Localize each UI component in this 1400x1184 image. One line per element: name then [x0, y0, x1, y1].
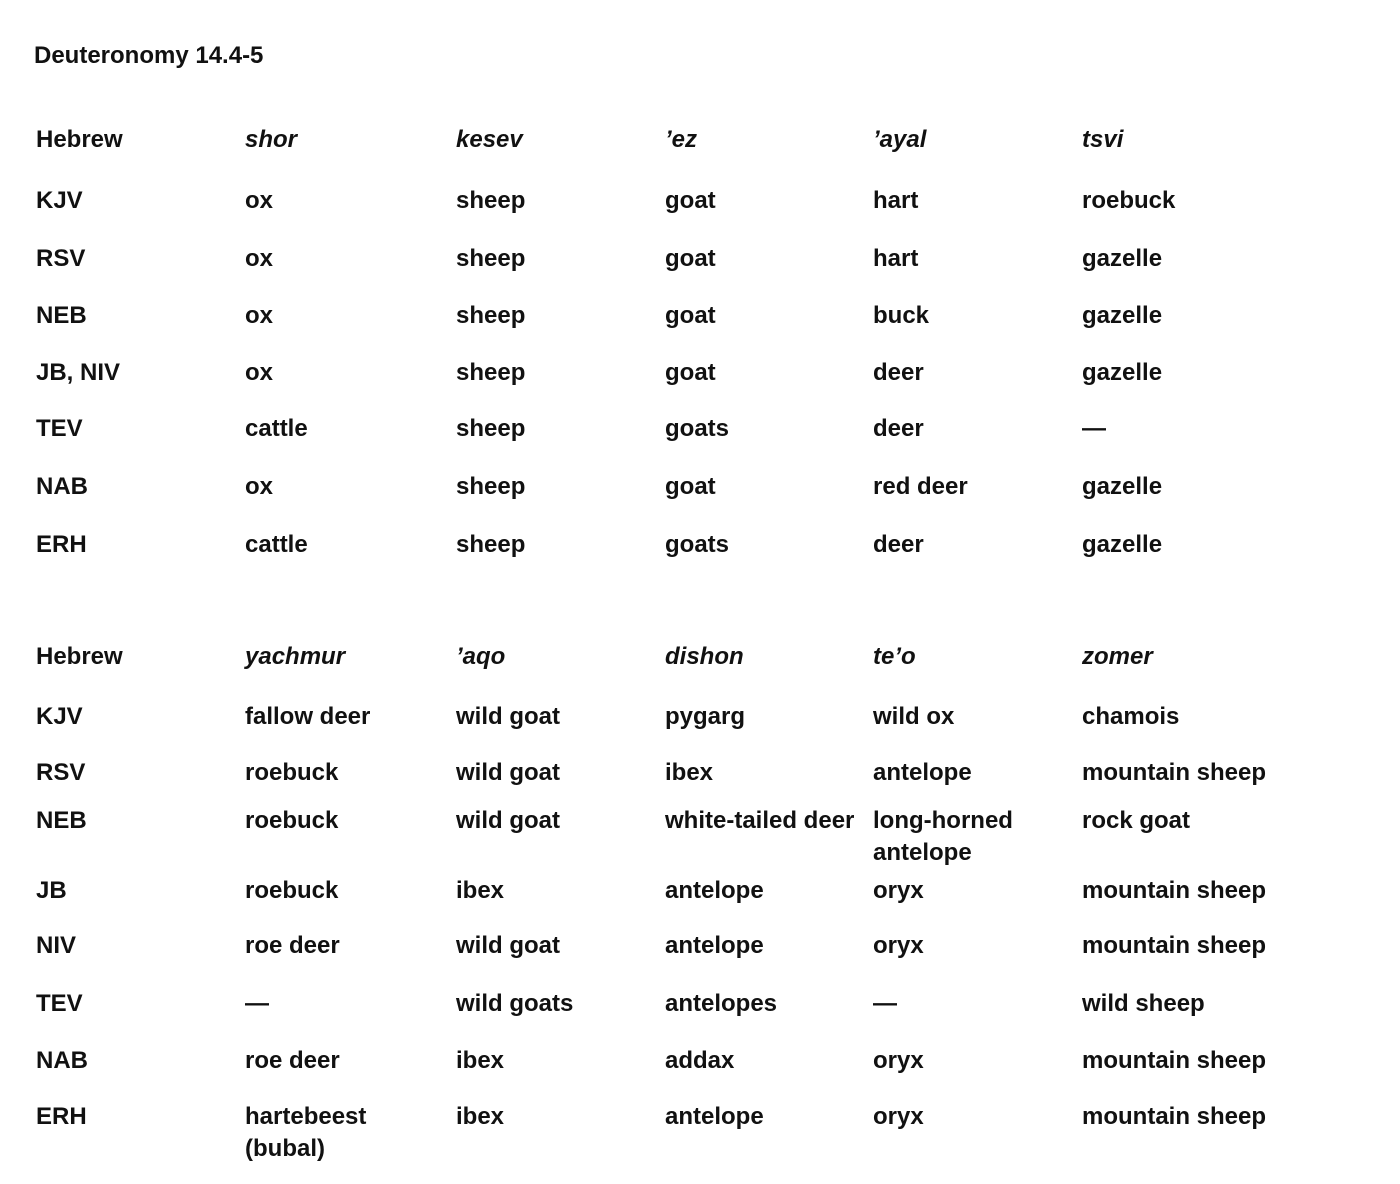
version-label: NEB — [36, 302, 87, 329]
table-cell: chamois — [1082, 703, 1180, 730]
table-cell: wild goat — [456, 932, 560, 959]
version-label: JB — [36, 877, 67, 904]
table-cell: rock goat — [1082, 807, 1191, 834]
version-label: RSV — [36, 759, 86, 786]
table-cell: wild goat — [456, 703, 560, 730]
version-label: ERH — [36, 1103, 87, 1130]
table-cell: goats — [665, 415, 730, 442]
table-cell: — — [873, 990, 897, 1017]
table-cell: antelope — [873, 759, 972, 786]
table-cell: cattle — [245, 415, 308, 442]
table-cell: roebuck — [245, 877, 339, 904]
table-cell: antelope — [665, 877, 764, 904]
table-cell: goat — [665, 245, 716, 272]
table-cell: pygarg — [665, 703, 746, 730]
table-cell: addax — [665, 1047, 735, 1074]
table-cell: antelope — [665, 932, 764, 959]
table-cell: oryx — [873, 1047, 924, 1074]
table-cell: wild goat — [456, 759, 560, 786]
version-label: TEV — [36, 415, 83, 442]
version-label: NEB — [36, 807, 87, 834]
table-cell: deer — [873, 415, 924, 442]
table-cell: roebuck — [1082, 187, 1176, 214]
version-label: KJV — [36, 703, 83, 730]
table-cell: ibex — [456, 877, 505, 904]
table-cell: sheep — [456, 245, 526, 272]
table-cell: gazelle — [1082, 531, 1163, 558]
table-cell: deer — [873, 359, 924, 386]
hebrew-term: ’aqo — [456, 643, 506, 670]
hebrew-term: yachmur — [245, 643, 346, 670]
hebrew-term: shor — [245, 126, 298, 153]
table-cell: cattle — [245, 531, 308, 558]
table-cell: goat — [665, 473, 716, 500]
hebrew-term: ’ez — [665, 126, 698, 153]
table-cell: mountain sheep — [1082, 877, 1267, 904]
table-cell: roebuck — [245, 759, 339, 786]
hebrew-term: kesev — [456, 126, 523, 153]
hebrew-term: ’ayal — [873, 126, 927, 153]
hebrew-term: zomer — [1082, 643, 1153, 670]
table-cell: gazelle — [1082, 245, 1163, 272]
header-label: Hebrew — [36, 126, 123, 153]
table-cell: hart — [873, 187, 919, 214]
table-cell: ibex — [665, 759, 714, 786]
version-label: NAB — [36, 473, 88, 500]
table-cell: roebuck — [245, 807, 339, 834]
hebrew-term: tsvi — [1082, 126, 1124, 153]
table-cell: roe deer — [245, 932, 340, 959]
table-cell: goat — [665, 359, 716, 386]
table-cell: sheep — [456, 302, 526, 329]
version-label: RSV — [36, 245, 86, 272]
table-cell: wild ox — [873, 703, 955, 730]
table-cell: hart — [873, 245, 919, 272]
version-label: JB, NIV — [36, 359, 121, 386]
table-cell: ox — [245, 359, 274, 386]
table-cell: sheep — [456, 187, 526, 214]
version-label: ERH — [36, 531, 87, 558]
page-title: Deuteronomy 14.4-5 — [34, 42, 264, 69]
table-cell: antelopes — [665, 990, 778, 1017]
table-cell: gazelle — [1082, 359, 1163, 386]
table-cell: wild sheep — [1082, 990, 1205, 1017]
header-label: Hebrew — [36, 643, 123, 670]
table-cell: mountain sheep — [1082, 1047, 1267, 1074]
table-cell: ibex — [456, 1047, 505, 1074]
table-cell: wild goat — [456, 807, 560, 834]
table-cell: ox — [245, 187, 274, 214]
version-label: NAB — [36, 1047, 88, 1074]
table-cell: mountain sheep — [1082, 932, 1267, 959]
table-cell: oryx — [873, 877, 924, 904]
version-label: KJV — [36, 187, 83, 214]
table-cell: ox — [245, 245, 274, 272]
version-label: TEV — [36, 990, 83, 1017]
table-cell: roe deer — [245, 1047, 340, 1074]
table-cell: wild goats — [456, 990, 574, 1017]
table-cell: gazelle — [1082, 302, 1163, 329]
table-cell: oryx — [873, 932, 924, 959]
table-cell: fallow deer — [245, 703, 371, 730]
table-cell: sheep — [456, 473, 526, 500]
table-cell: antelope — [665, 1103, 764, 1130]
table-cell: gazelle — [1082, 473, 1163, 500]
table-cell: ox — [245, 473, 274, 500]
table-cell: white-tailed deer — [665, 807, 855, 834]
table-cell: sheep — [456, 415, 526, 442]
table-cell: hartebeest (bubal) — [245, 1103, 367, 1162]
table-cell: sheep — [456, 531, 526, 558]
version-label: NIV — [36, 932, 77, 959]
table-cell: deer — [873, 531, 924, 558]
table-cell: sheep — [456, 359, 526, 386]
table-cell: buck — [873, 302, 930, 329]
table-cell: — — [245, 990, 269, 1017]
table-cell: goat — [665, 302, 716, 329]
table-cell: long-horned antelope — [873, 807, 1013, 866]
table-cell: ibex — [456, 1103, 505, 1130]
table-cell: ox — [245, 302, 274, 329]
hebrew-term: dishon — [665, 643, 744, 670]
table-cell: oryx — [873, 1103, 924, 1130]
table-cell: — — [1082, 415, 1106, 442]
table-cell: goat — [665, 187, 716, 214]
table-cell: red deer — [873, 473, 968, 500]
table-cell: mountain sheep — [1082, 759, 1267, 786]
hebrew-term: te’o — [873, 643, 916, 670]
table-cell: mountain sheep — [1082, 1103, 1267, 1130]
table-cell: goats — [665, 531, 730, 558]
